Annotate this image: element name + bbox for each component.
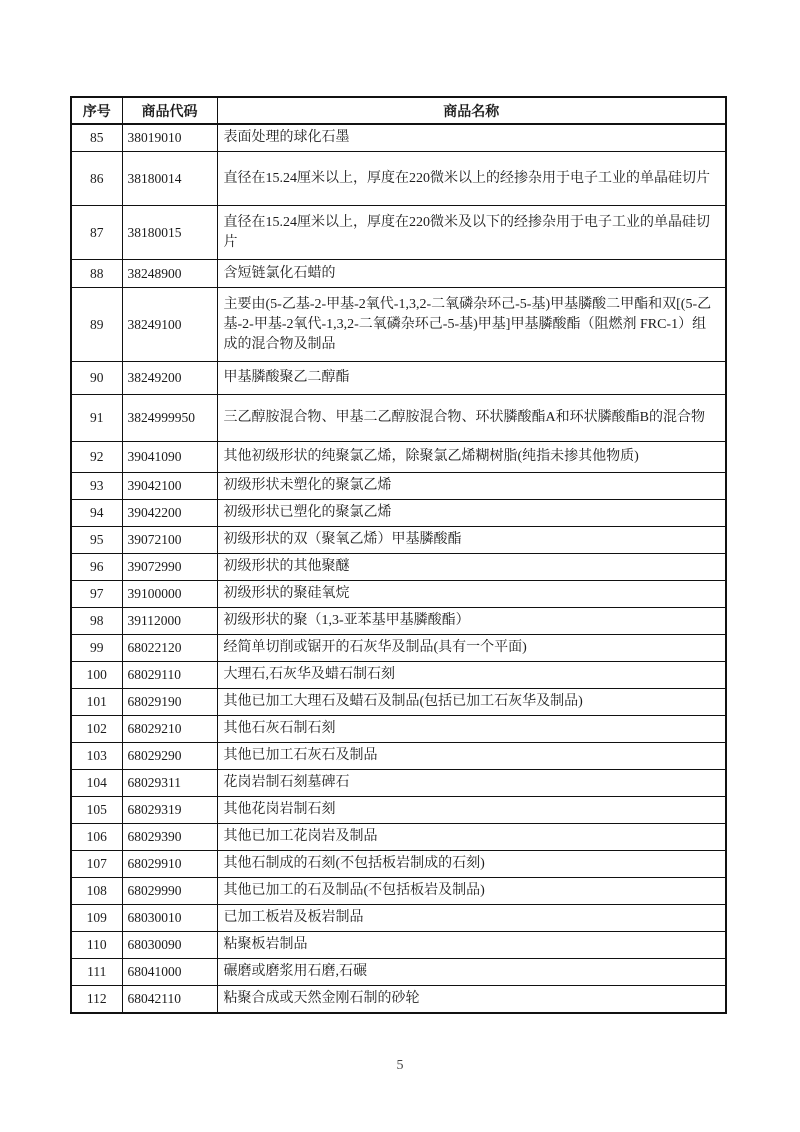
cell-commodity-code: 39042100 xyxy=(122,473,217,500)
cell-serial-number: 102 xyxy=(71,716,122,743)
cell-commodity-code: 68042110 xyxy=(122,986,217,1014)
cell-commodity-code: 68029390 xyxy=(122,824,217,851)
cell-serial-number: 91 xyxy=(71,395,122,442)
header-commodity-name: 商品名称 xyxy=(217,97,726,124)
table-row xyxy=(71,824,726,851)
cell-commodity-name: 直径在15.24厘米以上，厚度在220微米及以下的经掺杂用于电子工业的单晶硅切片 xyxy=(217,206,726,260)
table-row xyxy=(71,395,726,442)
cell-commodity-code: 38248900 xyxy=(122,260,217,288)
cell-commodity-name: 粘聚合成或天然金刚石制的砂轮 xyxy=(217,986,726,1014)
cell-commodity-name: 粘聚板岩制品 xyxy=(217,932,726,959)
cell-commodity-name: 含短链氯化石蜡的 xyxy=(217,260,726,288)
header-serial-number: 序号 xyxy=(71,97,122,124)
cell-commodity-name: 初级形状未塑化的聚氯乙烯 xyxy=(217,473,726,500)
header-commodity-code: 商品代码 xyxy=(122,97,217,124)
cell-commodity-code: 68029110 xyxy=(122,662,217,689)
cell-commodity-name: 直径在15.24厘米以上，厚度在220微米以上的经掺杂用于电子工业的单晶硅切片 xyxy=(217,152,726,206)
cell-commodity-name: 其他石灰石制石刻 xyxy=(217,716,726,743)
cell-serial-number: 103 xyxy=(71,743,122,770)
cell-commodity-code: 39072990 xyxy=(122,554,217,581)
cell-commodity-code: 68029990 xyxy=(122,878,217,905)
table-row xyxy=(71,152,726,206)
table-row xyxy=(71,442,726,473)
cell-commodity-code: 38180015 xyxy=(122,206,217,260)
cell-serial-number: 107 xyxy=(71,851,122,878)
cell-commodity-code: 3824999950 xyxy=(122,395,217,442)
table-row xyxy=(71,932,726,959)
cell-serial-number: 99 xyxy=(71,635,122,662)
table-row xyxy=(71,554,726,581)
table-row xyxy=(71,288,726,362)
cell-serial-number: 85 xyxy=(71,124,122,152)
table-row xyxy=(71,124,726,152)
cell-commodity-name: 其他已加工花岗岩及制品 xyxy=(217,824,726,851)
table-header xyxy=(71,97,726,124)
cell-serial-number: 112 xyxy=(71,986,122,1014)
table-row xyxy=(71,473,726,500)
table-row xyxy=(71,581,726,608)
cell-commodity-name: 表面处理的球化石墨 xyxy=(217,124,726,152)
cell-serial-number: 105 xyxy=(71,797,122,824)
table-row xyxy=(71,527,726,554)
cell-commodity-code: 68029319 xyxy=(122,797,217,824)
page-number: 5 xyxy=(396,1058,404,1073)
cell-commodity-code: 68022120 xyxy=(122,635,217,662)
cell-commodity-code: 68041000 xyxy=(122,959,217,986)
table-row xyxy=(71,260,726,288)
cell-serial-number: 92 xyxy=(71,442,122,473)
cell-serial-number: 110 xyxy=(71,932,122,959)
table-row xyxy=(71,635,726,662)
cell-commodity-code: 38019010 xyxy=(122,124,217,152)
table-row xyxy=(71,770,726,797)
cell-commodity-name: 甲基膦酸聚乙二醇酯 xyxy=(217,362,726,395)
cell-commodity-code: 39041090 xyxy=(122,442,217,473)
cell-serial-number: 98 xyxy=(71,608,122,635)
table-row xyxy=(71,206,726,260)
cell-commodity-code: 39112000 xyxy=(122,608,217,635)
cell-serial-number: 95 xyxy=(71,527,122,554)
cell-serial-number: 104 xyxy=(71,770,122,797)
cell-commodity-code: 68030090 xyxy=(122,932,217,959)
cell-serial-number: 86 xyxy=(71,152,122,206)
cell-serial-number: 108 xyxy=(71,878,122,905)
cell-serial-number: 90 xyxy=(71,362,122,395)
cell-commodity-code: 68029210 xyxy=(122,716,217,743)
table-row xyxy=(71,500,726,527)
cell-commodity-name: 初级形状的聚硅氧烷 xyxy=(217,581,726,608)
cell-commodity-name: 初级形状的双（聚氧乙烯）甲基膦酸酯 xyxy=(217,527,726,554)
cell-serial-number: 88 xyxy=(71,260,122,288)
cell-commodity-name: 花岗岩制石刻墓碑石 xyxy=(217,770,726,797)
cell-serial-number: 111 xyxy=(71,959,122,986)
table-row xyxy=(71,959,726,986)
cell-commodity-name: 其他已加工大理石及蜡石及制品(包括已加工石灰华及制品) xyxy=(217,689,726,716)
table-row xyxy=(71,851,726,878)
cell-commodity-name: 三乙醇胺混合物、甲基二乙醇胺混合物、环状膦酸酯A和环状膦酸酯B的混合物 xyxy=(217,395,726,442)
cell-commodity-code: 38249200 xyxy=(122,362,217,395)
table-row xyxy=(71,905,726,932)
commodity-table xyxy=(70,96,727,1014)
table-row xyxy=(71,662,726,689)
cell-commodity-name: 初级形状的聚（1,3-亚苯基甲基膦酸酯） xyxy=(217,608,726,635)
cell-serial-number: 93 xyxy=(71,473,122,500)
cell-commodity-code: 68029290 xyxy=(122,743,217,770)
cell-commodity-name: 经简单切削或锯开的石灰华及制品(具有一个平面) xyxy=(217,635,726,662)
cell-commodity-code: 68029190 xyxy=(122,689,217,716)
cell-serial-number: 94 xyxy=(71,500,122,527)
table-row xyxy=(71,743,726,770)
cell-commodity-name: 初级形状已塑化的聚氯乙烯 xyxy=(217,500,726,527)
table-row xyxy=(71,362,726,395)
table-row xyxy=(71,878,726,905)
cell-commodity-name: 其他花岗岩制石刻 xyxy=(217,797,726,824)
table-body xyxy=(71,124,726,1013)
cell-serial-number: 109 xyxy=(71,905,122,932)
cell-serial-number: 101 xyxy=(71,689,122,716)
table-row xyxy=(71,689,726,716)
cell-commodity-code: 38249100 xyxy=(122,288,217,362)
cell-commodity-code: 68029910 xyxy=(122,851,217,878)
cell-serial-number: 89 xyxy=(71,288,122,362)
cell-commodity-code: 39100000 xyxy=(122,581,217,608)
cell-commodity-name: 碾磨或磨浆用石磨,石碾 xyxy=(217,959,726,986)
cell-commodity-name: 其他石制成的石刻(不包括板岩制成的石刻) xyxy=(217,851,726,878)
cell-commodity-code: 39042200 xyxy=(122,500,217,527)
cell-commodity-code: 39072100 xyxy=(122,527,217,554)
cell-commodity-code: 68030010 xyxy=(122,905,217,932)
table-row xyxy=(71,716,726,743)
cell-commodity-name: 其他已加工石灰石及制品 xyxy=(217,743,726,770)
table-row xyxy=(71,986,726,1014)
cell-serial-number: 87 xyxy=(71,206,122,260)
cell-serial-number: 100 xyxy=(71,662,122,689)
cell-commodity-name: 主要由(5-乙基-2-甲基-2氧代-1,3,2-二氧磷杂环己-5-基)甲基膦酸二甲酯和双[(5-乙基-2-甲基-2氧代-1,3,2-二氧磷杂环己-5-基)甲基]甲基膦酸酯（阻燃剂 FRC-1）组成的混合物及制品 xyxy=(217,288,726,362)
cell-commodity-name: 其他初级形状的纯聚氯乙烯，除聚氯乙烯糊树脂(纯指未掺其他物质) xyxy=(217,442,726,473)
cell-commodity-code: 38180014 xyxy=(122,152,217,206)
cell-commodity-name: 大理石,石灰华及蜡石制石刻 xyxy=(217,662,726,689)
cell-serial-number: 96 xyxy=(71,554,122,581)
header-row xyxy=(71,97,726,124)
cell-serial-number: 97 xyxy=(71,581,122,608)
table-row xyxy=(71,608,726,635)
cell-commodity-name: 其他已加工的石及制品(不包括板岩及制品) xyxy=(217,878,726,905)
cell-commodity-name: 已加工板岩及板岩制品 xyxy=(217,905,726,932)
cell-commodity-code: 68029311 xyxy=(122,770,217,797)
cell-commodity-name: 初级形状的其他聚醚 xyxy=(217,554,726,581)
table-row xyxy=(71,797,726,824)
cell-serial-number: 106 xyxy=(71,824,122,851)
